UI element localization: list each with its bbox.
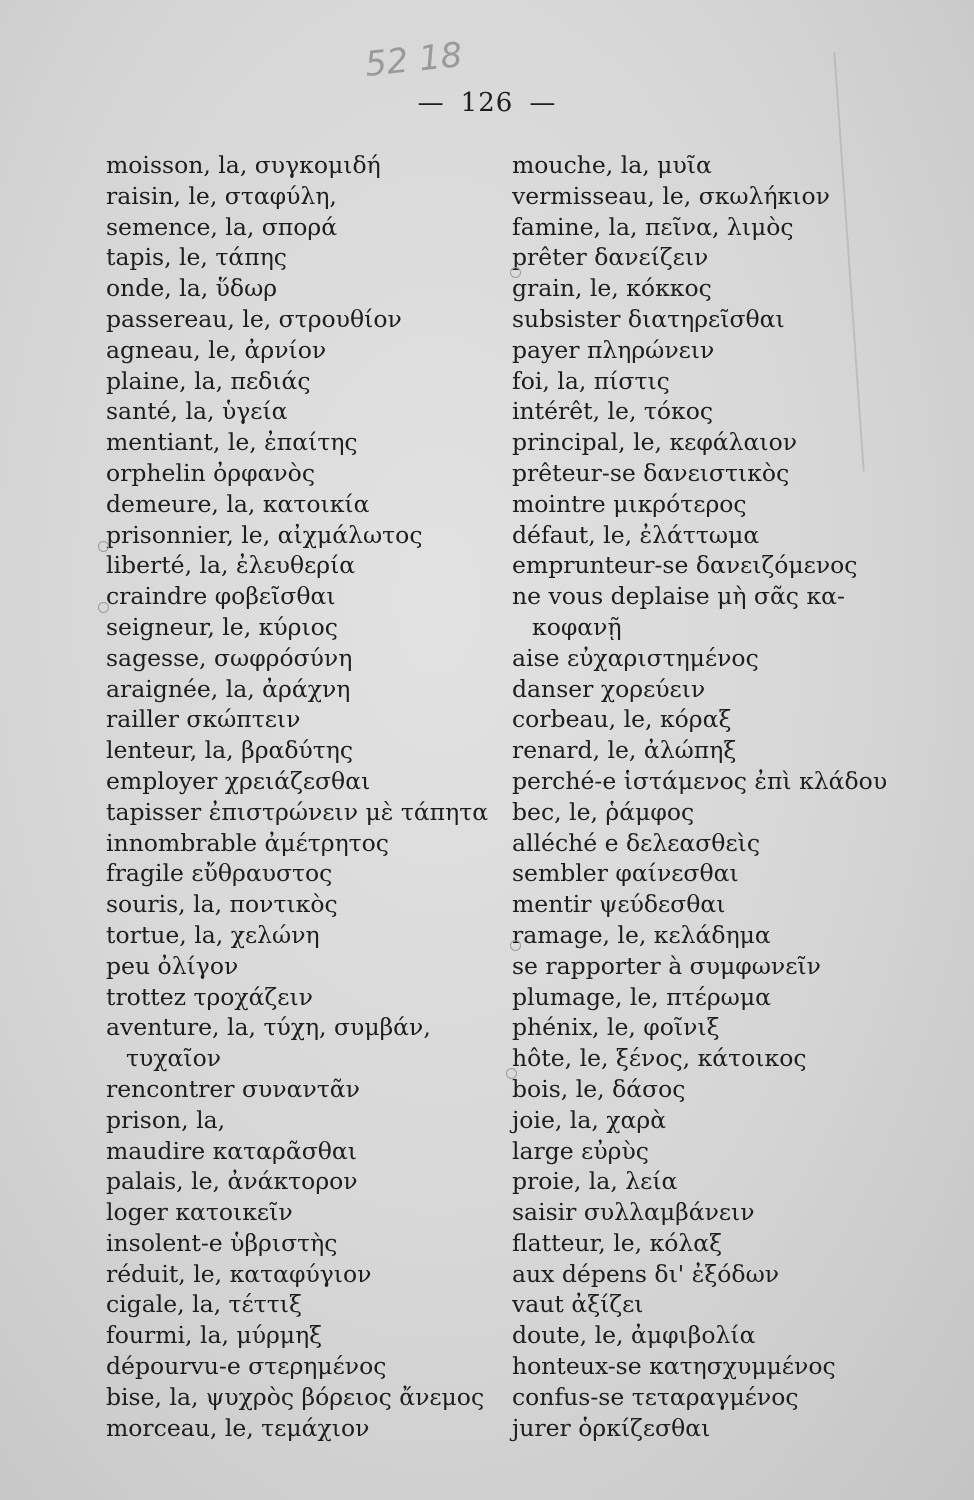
vocabulary-entry: raisin, le, σταφύλη,	[106, 181, 337, 210]
vocabulary-entry: bois, le, δάσος	[512, 1074, 686, 1103]
vocabulary-entry: danser χορεύειν	[512, 674, 706, 703]
vocabulary-entry: trottez τροχάζειν	[106, 982, 313, 1011]
vocabulary-entry: tapisser ἐπιστρώνειν μὲ τάπητα	[106, 797, 489, 826]
vocabulary-entry: bec, le, ῥάμφος	[512, 797, 695, 826]
vocabulary-entry: aise εὐχαριστημένος	[512, 643, 759, 672]
vocabulary-entry: craindre φοβεῖσθαι	[106, 582, 336, 611]
vocabulary-entry: dépourvu-e στερημένος	[106, 1352, 387, 1381]
vocabulary-entry: plaine, la, πεδιάς	[106, 366, 311, 395]
vocabulary-entry: principal, le, κεφάλαιον	[512, 428, 798, 457]
vocabulary-entry: corbeau, le, κόραξ	[512, 705, 732, 734]
vocabulary-entry: mointre μικρότερος	[512, 489, 747, 518]
vocabulary-entry: morceau, le, τεμάχιον	[106, 1413, 370, 1442]
vocabulary-entry: τυχαῖον	[126, 1044, 222, 1073]
vocabulary-entry: grain, le, κόκκος	[512, 274, 712, 303]
vocabulary-entry: prêter δανείζειν	[512, 243, 709, 272]
vocabulary-entry: prêteur-se δανειστικὸς	[512, 458, 790, 487]
vocabulary-entry: fragile εὔθραυστος	[106, 859, 333, 888]
vocabulary-entry: agneau, le, ἀρνίον	[106, 335, 327, 364]
vocabulary-entry: flatteur, le, κόλαξ	[512, 1228, 723, 1257]
vocabulary-entry: payer πληρώνειν	[512, 335, 715, 364]
vocabulary-entry: aux dépens δι' ἐξόδων	[512, 1259, 780, 1288]
vocabulary-entry: souris, la, ποντικὸς	[106, 890, 338, 919]
vocabulary-entry: rencontrer συναντᾶν	[106, 1074, 360, 1103]
vocabulary-entry: doute, le, ἀμφιβολία	[512, 1321, 756, 1350]
vocabulary-entry: peu ὀλίγον	[106, 951, 239, 980]
vocabulary-entry: emprunteur-se δανειζόμενος	[512, 551, 858, 580]
vocabulary-entry: mentir ψεύδεσθαι	[512, 890, 726, 919]
vocabulary-entry: hôte, le, ξένος, κάτοικος	[512, 1044, 807, 1073]
pencil-annotation: 52 18	[363, 35, 465, 85]
vocabulary-entry: ne vous deplaise μὴ σᾶς κα-	[512, 582, 845, 611]
vocabulary-entry: vaut ἀξίζει	[512, 1290, 644, 1319]
vocabulary-entry: fourmi, la, μύρμηξ	[106, 1321, 323, 1350]
margin-circle-mark	[98, 541, 109, 552]
vocabulary-entry: seigneur, le, κύριος	[106, 612, 338, 641]
vocabulary-entry: sagesse, σωφρόσύνη	[106, 643, 353, 672]
vocabulary-entry: sembler φαίνεσθαι	[512, 859, 739, 888]
vocabulary-entry: se rapporter à συμφωνεῖν	[512, 951, 821, 980]
vocabulary-entry: mouche, la, μυῖα	[512, 151, 712, 179]
vocabulary-entry: saisir συλλαμβάνειν	[512, 1198, 755, 1227]
page-number: 126	[460, 88, 514, 118]
header-dash-left: —	[417, 88, 445, 118]
vocabulary-entry: renard, le, ἀλώπηξ	[512, 736, 737, 765]
vocabulary-entry: insolent-e ὑβριστὴς	[106, 1228, 338, 1257]
vocabulary-entry: ramage, le, κελάδημα	[512, 920, 771, 949]
vocabulary-entry: railler σκώπτειν	[106, 705, 301, 734]
vocabulary-entry: mentiant, le, ἐπαίτης	[106, 428, 358, 457]
vocabulary-entry: foi, la, πίστις	[512, 366, 670, 395]
vocabulary-entry: κοφανῇ	[532, 612, 622, 641]
vocabulary-entry: réduit, le, καταφύγιον	[106, 1259, 372, 1288]
vocabulary-entry: liberté, la, ἐλευθερία	[106, 551, 356, 580]
vocabulary-entry: proie, la, λεία	[512, 1167, 678, 1196]
vocabulary-entry: orphelin ὀρφανὸς	[106, 458, 315, 487]
vocabulary-entry: onde, la, ὕδωρ	[106, 274, 278, 303]
vocabulary-entry: vermisseau, le, σκωλήκιον	[512, 181, 830, 210]
vocabulary-entry: plumage, le, πτέρωμα	[512, 982, 771, 1011]
vocabulary-entry: tortue, la, χελώνη	[106, 920, 320, 949]
vocabulary-entry: perché-e ἱστάμενος ἐπὶ κλάδου	[512, 766, 888, 795]
left-vocabulary-column	[106, 150, 491, 1443]
vocabulary-entry: passereau, le, στρουθίον	[106, 304, 402, 333]
vocabulary-entry: lenteur, la, βραδύτης	[106, 736, 354, 765]
vocabulary-entry: semence, la, σπορά	[106, 212, 338, 241]
vocabulary-entry: demeure, la, κατοικία	[106, 489, 370, 518]
vocabulary-entry: tapis, le, τάπης	[106, 243, 287, 272]
page-header	[0, 88, 974, 118]
vocabulary-entry: cigale, la, τέττιξ	[106, 1290, 302, 1319]
margin-circle-mark	[98, 602, 109, 613]
vocabulary-entry: phénix, le, φοῖνιξ	[512, 1013, 720, 1042]
vocabulary-entry: défaut, le, ἐλάττωμα	[512, 520, 760, 549]
vocabulary-entry: loger κατοικεῖν	[106, 1198, 293, 1227]
vocabulary-entry: santé, la, ὑγεία	[106, 397, 288, 426]
margin-circle-mark	[510, 267, 521, 278]
vocabulary-entry: maudire καταρᾶσθαι	[106, 1136, 357, 1165]
vocabulary-entry: aventure, la, τύχη, συμβάν,	[106, 1013, 431, 1042]
vocabulary-entry: intérêt, le, τόκος	[512, 397, 714, 426]
vocabulary-entry: prison, la,	[106, 1105, 226, 1134]
vocabulary-entry: honteux-se κατησχυμμένος	[512, 1352, 836, 1381]
vocabulary-entry: bise, la, ψυχρὸς βόρειος ἄνεμος	[106, 1382, 485, 1411]
vocabulary-entry: prisonnier, le, αἰχμάλωτος	[106, 520, 423, 549]
vocabulary-entry: large εὐρὺς	[512, 1136, 649, 1165]
vocabulary-entry: joie, la, χαρὰ	[512, 1105, 667, 1134]
vocabulary-entry: confus-se τεταραγμένος	[512, 1382, 799, 1411]
margin-circle-mark	[510, 940, 521, 951]
right-vocabulary-column	[512, 150, 932, 1443]
vocabulary-entry: subsister διατηρεῖσθαι	[512, 304, 785, 333]
vocabulary-entry: alléché e δελεασθεὶς	[512, 828, 761, 857]
vocabulary-entry: famine, la, πεῖνα, λιμὸς	[512, 212, 794, 241]
vocabulary-entry: palais, le, ἀνάκτορον	[106, 1167, 358, 1196]
vocabulary-entry: innombrable ἀμέτρητος	[106, 828, 389, 857]
margin-circle-mark	[506, 1068, 517, 1079]
vocabulary-entry: employer χρειάζεσθαι	[106, 766, 371, 795]
vocabulary-entry: moisson, la, συγκομιδή	[106, 151, 381, 179]
vocabulary-entry: araignée, la, ἀράχνη	[106, 674, 351, 703]
header-dash-right: —	[529, 88, 557, 118]
vocabulary-entry: jurer ὁρκίζεσθαι	[512, 1413, 711, 1442]
